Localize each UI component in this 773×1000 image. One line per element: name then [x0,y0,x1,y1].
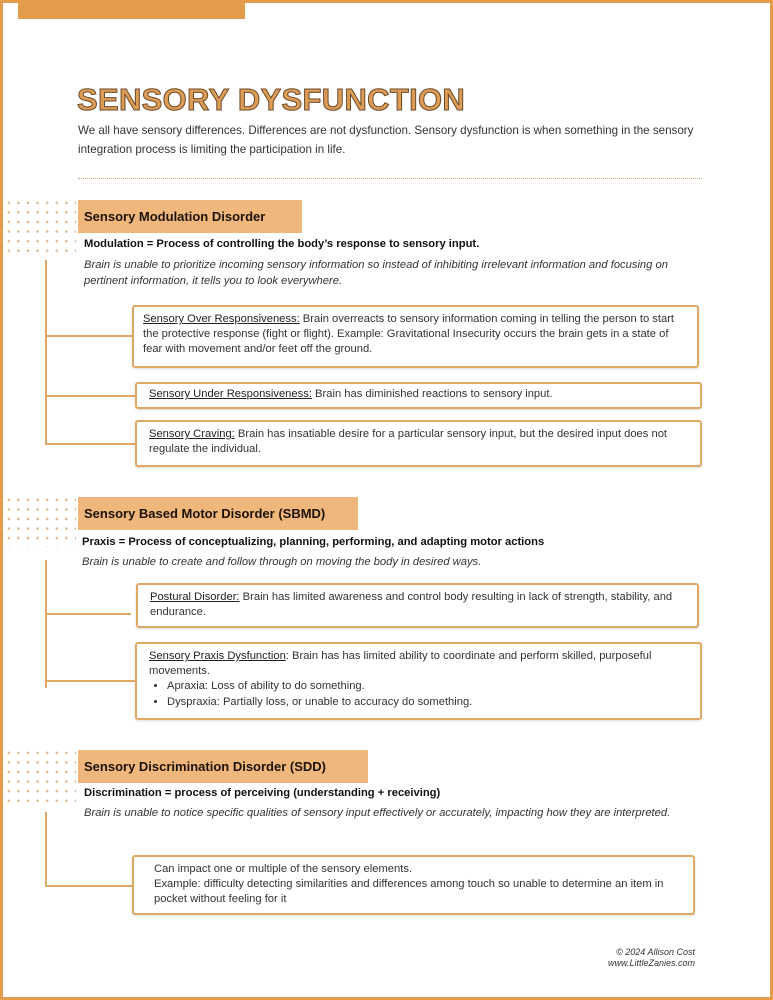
bullet-list [149,679,688,709]
info-box [136,583,699,628]
section-definition: Praxis = Process of conceptualizing, planning, performing, and adapting motor actions [82,536,545,548]
info-box [132,855,695,915]
term: Sensory Praxis Dysfunction [149,650,286,662]
info-box [132,305,699,368]
term-text: Brain has insatiable desire for a particular sensory input, but the desired input does not regulate the individual. [149,428,668,456]
section-definition: Discrimination = process of perceiving (understanding + receiving) [84,787,441,799]
info-box [135,642,702,720]
term: Sensory Over Responsiveness: [143,313,300,325]
box-line: Example: difficulty detecting similarities and differences among touch so unable to determine an item in pocket without feeling for it [154,878,664,906]
connector-line [45,260,47,445]
term-text: Brain overreacts to sensory information coming in telling the person to start the protective response (fight or flight). Example: Gravitational Insecurity occurs the brain gets in a state of fear with movement and/or feet off the ground. [143,313,675,356]
connector-line [45,335,133,337]
website: www.LittleZanies.com [607,958,695,968]
connector-line [45,812,47,887]
top-accent-bar [18,3,245,19]
divider [78,178,702,179]
box-line: Can impact one or multiple of the sensory elements. [154,863,413,875]
section-definition: Modulation = Process of controlling the body’s response to sensory input. [84,238,480,250]
section-header: Sensory Based Motor Disorder (SBMD) [78,497,358,530]
intro-text: We all have sensory differences. Differences are not dysfunction. Sensory dysfunction is when something in the sensory integration process is limiting the participation in life. [78,124,694,156]
connector-line [45,680,135,682]
page-title: SENSORY DYSFUNCTION [77,82,466,117]
info-box [135,382,702,409]
term-text: : Brain has has limited ability to coordinate and perform skilled, purposeful movements. [149,650,652,678]
term: Sensory Craving: [149,428,235,440]
connector-line [45,613,131,615]
section-description: Brain is unable to create and follow through on moving the body in desired ways. [82,556,482,568]
term-text: Brain has limited awareness and control body resulting in lack of strength, stability, and endurance. [150,591,673,619]
bullet-item: • Dyspraxia: Partially loss, or unable to accuracy do something. [167,695,688,710]
section-description: Brain is unable to notice specific qualities of sensory input effectively or accurately, impacting how they are interpreted. [84,807,671,819]
section-header: Sensory Modulation Disorder [78,200,302,233]
copyright: © 2024 Allison Cost [616,947,695,957]
bullet-item: • Apraxia: Loss of ability to do something. [167,679,688,694]
footer [608,947,695,969]
connector-line [45,395,135,397]
term: Postural Disorder: [150,591,240,603]
dot-pattern [4,748,76,802]
connector-line [45,560,47,688]
info-box [135,420,702,467]
section-header: Sensory Discrimination Disorder (SDD) [78,750,368,783]
connector-line [45,885,132,887]
connector-line [45,443,135,445]
section-description: Brain is unable to prioritize incoming sensory information so instead of inhibiting irrelevant information and focusing on pertinent information, it tells you to look everywhere. [84,259,668,287]
dot-pattern [4,198,76,252]
term-text: Brain has diminished reactions to sensory input. [311,388,553,400]
dot-pattern [4,495,76,547]
term: Sensory Under Responsiveness: [149,388,312,400]
